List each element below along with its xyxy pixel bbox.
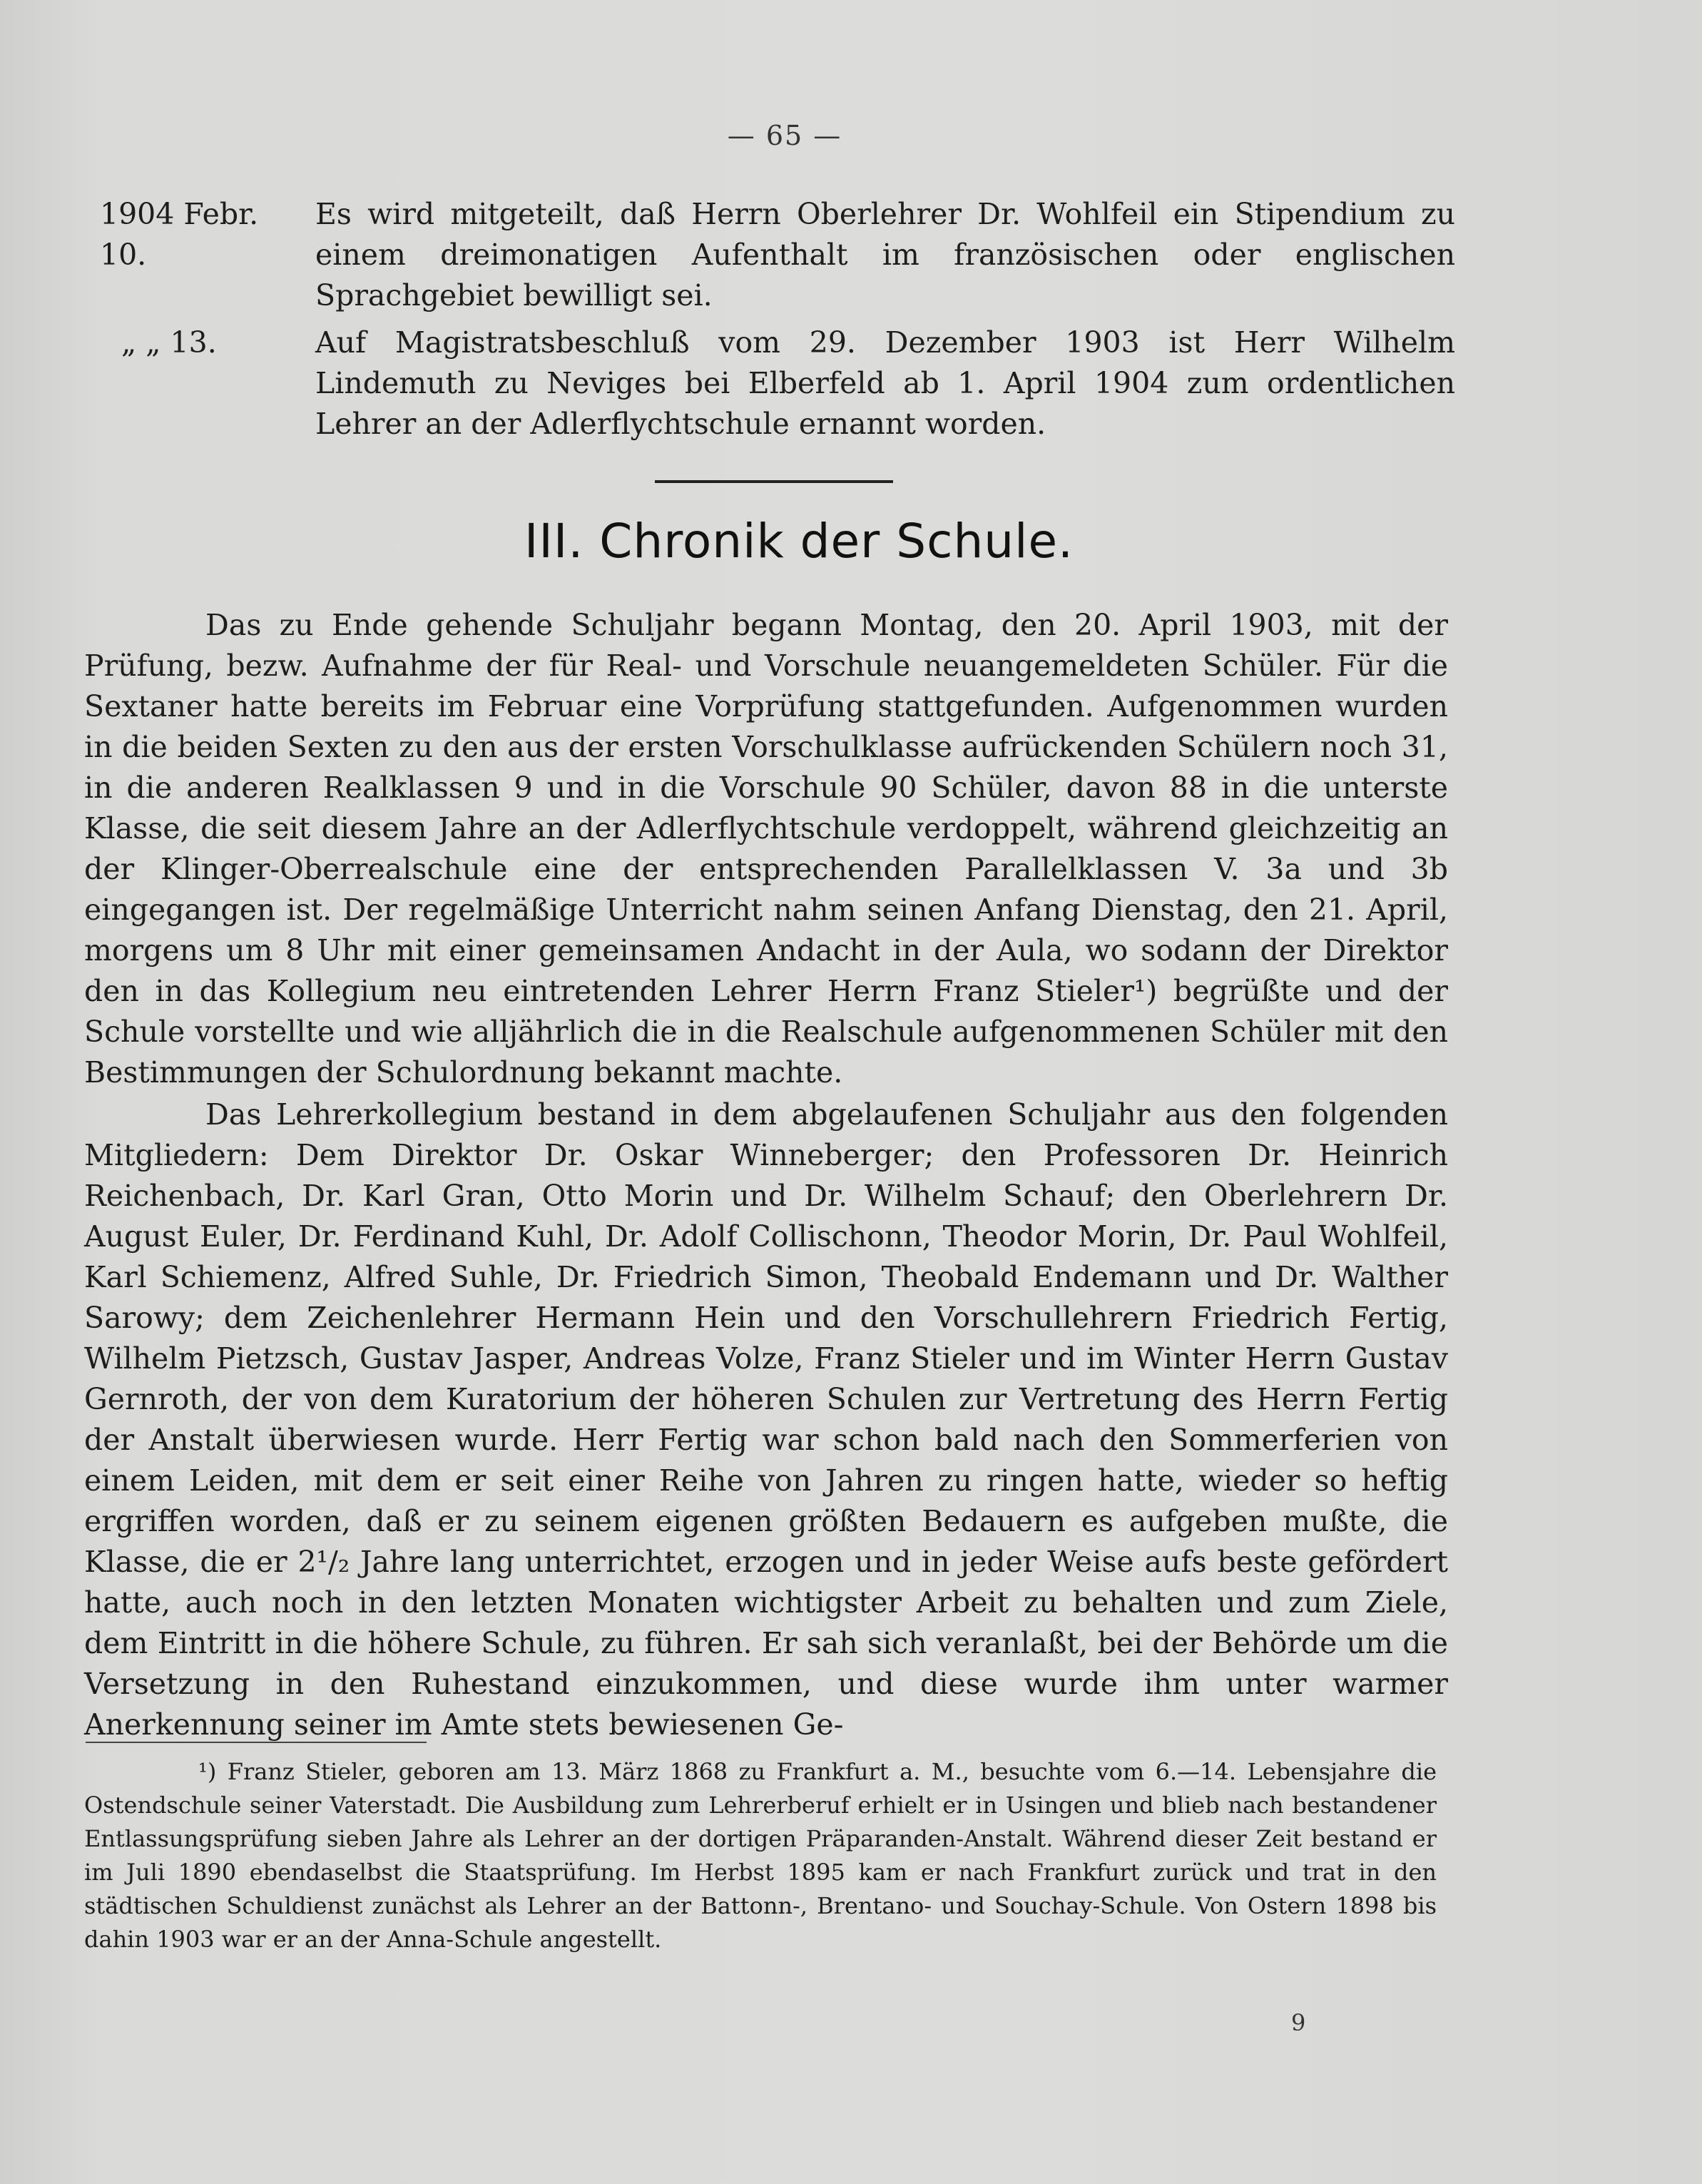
footnote-divider xyxy=(86,1742,427,1743)
signature-mark: 9 xyxy=(1291,2009,1306,2036)
body-paragraph xyxy=(84,1094,1448,1745)
chronicle-entry xyxy=(100,194,1455,316)
section-divider xyxy=(655,480,893,483)
footnote-text: ¹) Franz Stieler, geboren am 13. März 1868 zu Frankfurt a. M., besuchte vom 6.—14. Lebensjahre die Ostendschule seiner Vaterstadt. Die Ausbildung zum Lehrerberuf erhielt er in Usingen und blieb nach bestandener Entlassungsprüfung sieben Jahre als Lehrer an der dortigen Präparanden-Anstalt. Während dieser Zeit bestand er im Juli 1890 ebendaselbst die Staatsprüfung. Im Herbst 1895 kam er nach Frankfurt zurück und trat in den städtischen Schuldienst zunächst als Lehrer an der Battonn-, Brentano- und Souchay-Schule. Von Ostern 1898 bis dahin 1903 war er an der Anna-Schule angestellt. xyxy=(84,1758,1437,1953)
entry-text: Auf Magistratsbeschluß vom 29. Dezember 1903 ist Herr Wilhelm Lindemuth zu Neviges bei Elberfeld ab 1. April 1904 zum ordentlichen Lehrer an der Adlerflychtschule ernannt worden. xyxy=(315,325,1455,441)
paragraph-text: Das zu Ende gehende Schuljahr begann Montag, den 20. April 1903, mit der Prüfung, bezw. Aufnahme der für Real- und Vorschule neuangemeldeten Schüler. Für die Sextaner hatte bereits im Februar eine Vorprüfung stattgefunden. Aufgenommen wurden in die beiden Sexten zu den aus der ersten Vorschulklasse aufrückenden Schülern noch 31, in die anderen Realklassen 9 und in die Vorschule 90 Schüler, davon 88 in die unterste Klasse, die seit diesem Jahre an der Adlerflychtschule verdoppelt, während gleichzeitig an der Klinger-Oberrealschule eine der entsprechenden Parallelklassen V. 3a und 3b eingegangen ist. Der regelmäßige Unterricht nahm seinen Anfang Dienstag, den 21. April, morgens um 8 Uhr mit einer gemeinsamen Andacht in der Aula, wo sodann der Direktor den in das Kollegium neu eintretenden Lehrer Herrn Franz Stieler¹) begrüßte und der Schule vorstellte und wie alljährlich die in die Realschule aufgenommenen Schüler mit den Bestimmungen der Schulordnung bekannt machte. xyxy=(84,608,1448,1090)
body-paragraph xyxy=(84,605,1448,1093)
chronicle-entry xyxy=(100,322,1455,445)
section-heading: III. Chronik der Schule. xyxy=(524,514,1074,569)
entry-text: Es wird mitgeteilt, daß Herrn Oberlehrer Dr. Wohlfeil ein Stipendium zu einem dreimonatigen Aufenthalt im französischen oder englischen Sprachgebiet bewilligt sei. xyxy=(315,197,1455,313)
paragraph-text: Das Lehrerkollegium bestand in dem abgelaufenen Schuljahr aus den folgenden Mitgliedern: Dem Direktor Dr. Oskar Winneberger; den Professoren Dr. Heinrich Reichenbach, Dr. Karl Gran, Otto Morin und Dr. Wilhelm Schauf; den Oberlehrern Dr. August Euler, Dr. Ferdinand Kuhl, Dr. Adolf Collischonn, Theodor Morin, Dr. Paul Wohlfeil, Karl Schiemenz, Alfred Suhle, Dr. Friedrich Simon, Theobald Endemann und Dr. Walther Sarowy; dem Zeichenlehrer Hermann Hein und den Vorschullehrern Friedrich Fertig, Wilhelm Pietzsch, Gustav Jasper, Andreas Volze, Franz Stieler und im Winter Herrn Gustav Gernroth, der von dem Kuratorium der höheren Schulen zur Vertretung des Herrn Fertig der Anstalt überwiesen wurde. Herr Fertig war schon bald nach den Sommerferien von einem Leiden, mit dem er seit einer Reihe von Jahren zu ringen hatte, wieder so heftig ergriffen worden, daß er zu seinem eigenen größten Bedauern es aufgeben mußte, die Klasse, die er 2¹/₂ Jahre lang unterrichtet, erzogen und in jeder Weise aufs beste gefördert hatte, auch noch in den letzten Monaten wichtigster Arbeit zu behalten und zum Ziele, dem Eintritt in die höhere Schule, zu führen. Er sah sich veranlaßt, bei der Behörde um die Versetzung in den Ruhestand einzukommen, und diese wurde ihm unter warmer Anerkennung seiner im Amte stets bewiesenen Ge- xyxy=(84,1097,1448,1742)
entry-date: „ „ 13. xyxy=(121,325,217,360)
footnote xyxy=(84,1755,1437,1956)
page-number: — 65 — xyxy=(727,120,842,151)
entry-date: 1904 Febr. 10. xyxy=(100,197,259,272)
